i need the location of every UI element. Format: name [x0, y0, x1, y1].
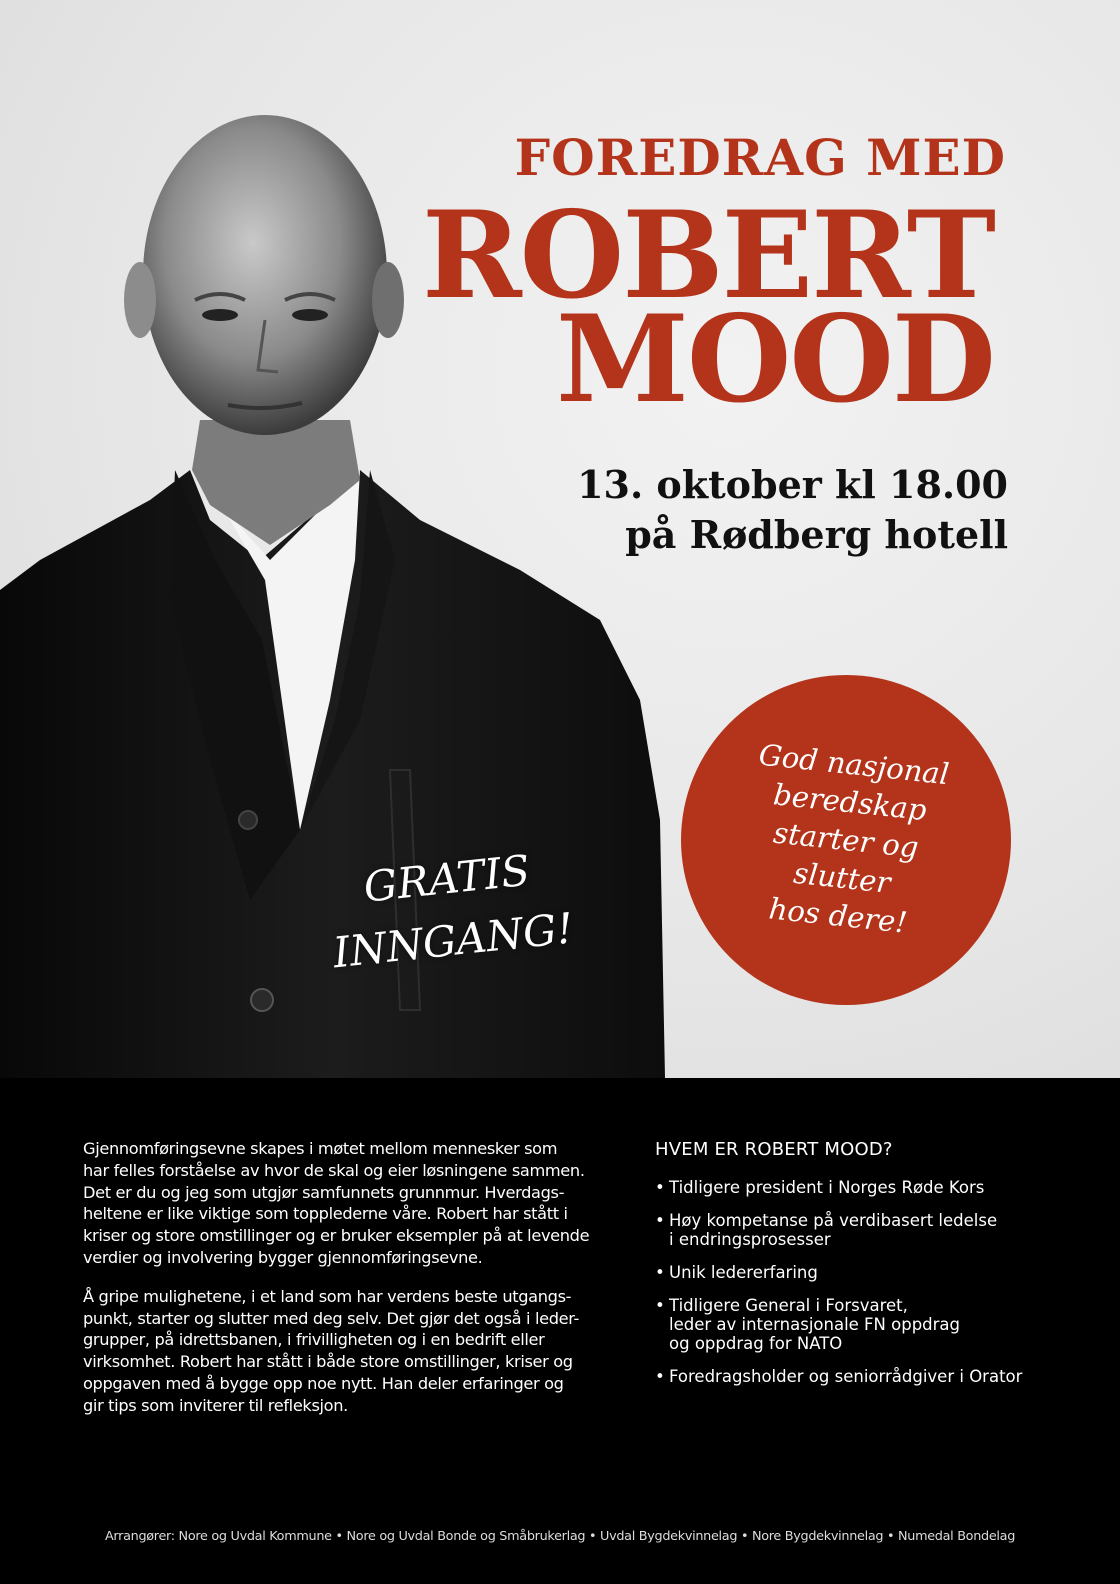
list-item-line: Høy kompetanse på verdibasert ledelse — [669, 1211, 998, 1230]
bullet-icon: • — [655, 1211, 665, 1230]
slogan-line: beredskap — [771, 777, 929, 828]
paragraph-line: heltene er like viktige som topplederne våre. Robert har stått i — [83, 1204, 568, 1224]
paragraph-line: Gjennomføringsevne skapes i møtet mellom mennesker som — [83, 1139, 558, 1158]
list-item-line: i endringsprosesser — [669, 1230, 831, 1249]
slogan-line: hos dere! — [767, 891, 909, 940]
list-item-line: Tidligere president i Norges Røde Kors — [669, 1178, 985, 1197]
list-item-line: Unik ledererfaring — [669, 1263, 818, 1282]
paragraph-line: punkt, starter og slutter med deg selv. Det gjør det også i leder- — [83, 1308, 580, 1328]
event-type-heading: FOREDRAG MED — [514, 128, 1006, 187]
slogan-line: starter og slutter — [771, 815, 921, 900]
free-entry-line: INNGANG! — [330, 903, 576, 978]
list-item-line: leder av internasjonale FN oppdrag — [669, 1315, 961, 1334]
organizers-footer: Arrangører: Nore og Uvdal Kommune • Nore og Uvdal Bonde og Småbrukerlag • Uvdal Bygdekvinnelag • Nore Bygdekvinnelag • Numedal Bondelag — [104, 1529, 1016, 1544]
paragraph-line: oppgaven med å bygge opp noe nytt. Han deler erfaringer og — [83, 1373, 564, 1393]
speaker-last-name: MOOD — [556, 289, 994, 430]
description-text — [83, 1138, 593, 1434]
list-item — [655, 1211, 1085, 1249]
paragraph-line: Det er du og jeg som utgjør samfunnets grunnmur. Hverdags- — [83, 1182, 565, 1202]
list-item-line: Foredragsholder og seniorrådgiver i Orator — [669, 1367, 1023, 1386]
description-paragraph — [83, 1286, 593, 1417]
info-section — [0, 1078, 1120, 1584]
bullet-icon: • — [655, 1296, 665, 1315]
list-item — [655, 1367, 1085, 1386]
list-item — [655, 1263, 1085, 1282]
event-venue: på Rødberg hotell — [625, 512, 1008, 557]
speaker-first-name: ROBERT — [421, 185, 994, 326]
bullet-icon: • — [655, 1178, 665, 1197]
list-item-line: og oppdrag for NATO — [669, 1334, 843, 1353]
description-paragraph — [83, 1138, 593, 1269]
bullet-icon: • — [655, 1367, 665, 1386]
list-item-line: Tidligere General i Forsvaret, — [669, 1296, 908, 1315]
paragraph-line: gir tips som inviterer til refleksjon. — [83, 1395, 348, 1415]
paragraph-line: Å gripe mulighetene, i et land som har verdens beste utgangs- — [83, 1286, 572, 1306]
list-item — [655, 1296, 1085, 1353]
slogan-badge — [681, 675, 1011, 1005]
slogan-text — [712, 732, 980, 947]
bullet-icon: • — [655, 1263, 665, 1282]
slogan-line: God nasjonal — [757, 737, 951, 792]
who-heading: HVEM ER ROBERT MOOD? — [655, 1139, 893, 1160]
paragraph-line: verdier og involvering bygger gjennomføringsevne. — [83, 1247, 483, 1267]
list-item — [655, 1178, 1085, 1197]
paragraph-line: har felles forståelse av hvor de skal og eier løsningene sammen. — [83, 1160, 585, 1180]
paragraph-line: grupper, på idrettsbanen, i frivilligheten og i en bedrift eller — [83, 1330, 545, 1350]
paragraph-line: kriser og store omstillinger og er bruker eksempler på at levende — [83, 1226, 590, 1246]
paragraph-line: virksomhet. Robert har stått i både store omstillinger, kriser og — [83, 1352, 573, 1372]
credentials-list — [655, 1178, 1085, 1400]
free-entry-line: GRATIS — [361, 845, 533, 912]
event-date-time: 13. oktober kl 18.00 — [577, 462, 1008, 507]
